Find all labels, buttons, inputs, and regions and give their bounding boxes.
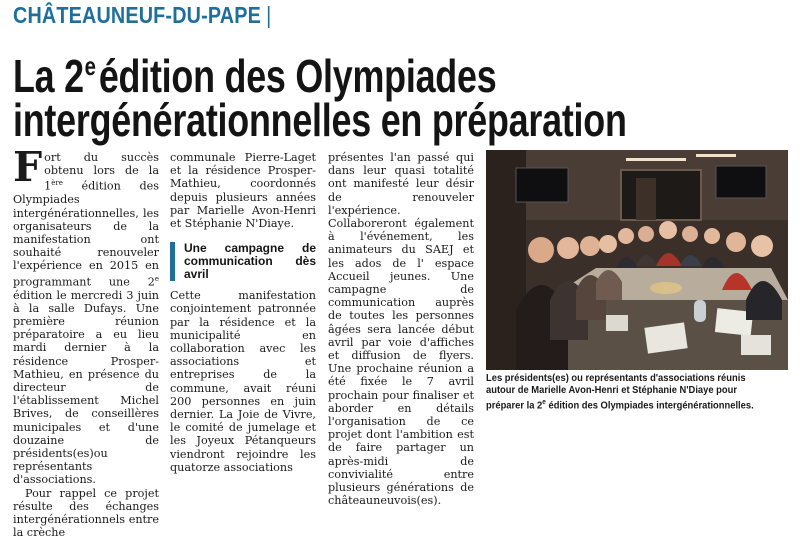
caption-superscript: e [542, 399, 546, 407]
paragraph-text: édition des Olympiades intergénérationnelles, les organisateurs de la manifestation ont souhaité renouveler l'expérience en 2015 en programmant une 2 [13, 180, 159, 289]
article-subheading: Une campagne de communication dès avril [170, 242, 316, 281]
headline-line1-end: édition des Olympiades [98, 50, 497, 102]
headline-line1-start: La 2 [13, 50, 84, 102]
article-column-1 [13, 143, 159, 539]
paragraph-text: édition le mercredi 3 juin à la salle Dufays. Une première réunion préparatoire a eu lieu mardi dernier à la résidence Prosper-Mathieu, en présence du directeur de l'établissement Michel Brives, de conseillères municipales et d'une douzaine de présidents(es)ou représentants d'associations. [13, 288, 159, 487]
caption-text: édition des Olympiades intergénérationnelles. [545, 400, 754, 412]
headline-line2: intergénérationnelles en préparation [13, 94, 627, 146]
article-paragraph: présentes l'an passé qui dans leur quasi totalité ont manifesté leur désir de renouveler l'expérience. Collaboreront également à l'événement, les animateurs du SAEJ et les ados de l' espace Accueil jeunes. Une campagne de communication auprès de toutes les personnes âgées sera lancée début avril par voie d'affiches et diffusion de flyers. Une prochaine réunion a été fixée le 7 avril prochain pour finaliser et aborder en détails l'organisation de ce projet dont l'ambition est de faire partager un après-midi de convivialité entre plusieurs générations de châteauneuvois(es). [328, 151, 474, 508]
meeting-photo-illustration [486, 150, 788, 370]
section-kicker [13, 2, 271, 29]
ordinal-superscript: e [154, 274, 159, 283]
meeting-photo [486, 150, 788, 370]
article-column-3 [328, 151, 474, 507]
article-paragraph: Pour rappel ce projet résulte des échanges intergénérationnels entre la crèche [13, 486, 159, 539]
section-kicker-text: CHÂTEAUNEUF-DU-PAPE [13, 2, 261, 28]
article-paragraph: Cette manifestation conjointement patronnée par la résidence et la municipalité en collaboration avec les associations et entreprises de la commune, avait réuni 200 personnes en juin dernier. La Joie de Vivre, le comité de jumelage et les Joyeux Pétanqueurs viendront rejoindre les quatorze associations [170, 289, 316, 474]
drop-cap: F [13, 143, 43, 191]
kicker-separator: | [266, 2, 272, 28]
paragraph-text: ort du succès obtenu lors de la 1 [44, 151, 159, 194]
ordinal-superscript: ère [51, 179, 63, 188]
photo-caption [486, 373, 767, 413]
article-headline [13, 44, 627, 146]
article-paragraph: communale Pierre-Laget et la résidence Prosper-Mathieu, coordonnés depuis plusieurs années par Marielle Avon-Henri et Stéphanie N'Diaye. [170, 151, 316, 231]
caption-text: Les présidents(es) ou représentants d'associations réunis autour de Marielle Avon-Henri et Stéphanie N'Diaye pour préparer la 2 [486, 373, 746, 412]
article-paragraph [13, 143, 159, 487]
headline-superscript: e [84, 51, 96, 81]
article-column-2 [170, 151, 316, 474]
